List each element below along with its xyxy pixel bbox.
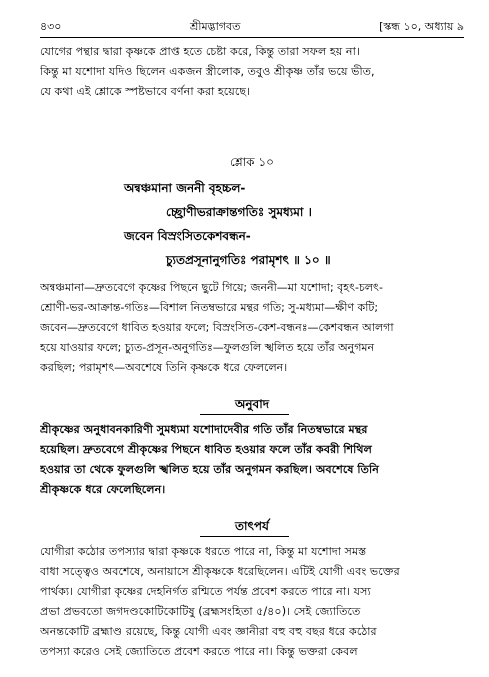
purport-line: প্রভা প্রভবতো জগদণ্ডকোটিকোটিষু (ব্রহ্মসংহিতা ৫/৪০)। সেই জ্যোতিতে <box>40 605 361 618</box>
purport-heading-underline <box>200 536 289 537</box>
purport-paragraph <box>40 542 464 662</box>
purport-line: পার্থক্য। যোগীরা কৃষ্ণের দেহনির্গত রশ্মিতে পর্যন্ত প্রবেশ করতে পারে না। যস্য <box>40 585 371 598</box>
running-header <box>40 16 464 36</box>
translation-line: শ্রীকৃষ্ণকে ধরে ফেলেছিলেন। <box>40 483 166 496</box>
synonyms-paragraph <box>40 278 464 378</box>
synonyms-line: হয়ে যাওয়ার ফলে; চ্যুত-প্রসূন-অনুগতিঃ—ফুলগুলি স্খলিত হয়ে তাঁর অনুগমন <box>40 341 375 354</box>
synonyms-line: জবেন—দ্রুতবেগে ধাবিত হওয়ার ফলে; বিস্রংসিত-কেশ-বন্ধনঃ—কেশবন্ধন আলগা <box>40 321 394 334</box>
intro-paragraph <box>40 42 464 102</box>
page-number: ৪৩০ <box>40 20 62 33</box>
purport-line: বাধা সত্ত্বেও অবশেষে, অনায়াসে শ্রীকৃষ্ণকে ধরেছিলেন। এটিই যোগী এবং ভক্তের <box>40 565 400 578</box>
verse-line: চ্যুতপ্রসূনানুগতিঃ পরামৃশৎ ॥ ১০ ॥ <box>166 253 331 267</box>
purport-line: যোগীরা কঠোর তপস্যার দ্বারা কৃষ্ণকে ধরতে পারে না, কিন্তু মা যশোদা সমস্ত <box>40 545 367 558</box>
intro-line: কিন্তু মা যশোদা যদিও ছিলেন একজন স্ত্রীলোক, তবুও শ্রীকৃষ্ণ তাঁর ভয়ে ভীত, <box>40 65 375 78</box>
purport-heading: তাৎপর্য <box>235 519 269 533</box>
translation-paragraph <box>40 420 464 500</box>
translation-heading-underline <box>200 414 289 415</box>
translation-heading: অনুবাদ <box>234 397 270 411</box>
synonyms-line: করছিল; পরামৃশৎ—অবশেষে তিনি কৃষ্ণকে ধরে ফেললেন। <box>40 361 288 374</box>
verse-line: জবেন বিস্রংসিতকেশবন্ধন- <box>124 229 251 243</box>
intro-line: যোগের পন্থার দ্বারা কৃষ্ণকে প্রাপ্ত হতে চেষ্টা করে, কিন্তু তারা সফল হয় না। <box>40 45 360 58</box>
verse-line: অন্বঞ্চমানা জননী বৃহচ্চল- <box>124 181 246 195</box>
book-title: শ্রীমদ্ভাগবত <box>190 20 241 33</box>
header-rule <box>40 37 464 38</box>
purport-line: তপস্যা করেও সেই জ্যোতিতে প্রবেশ করতে পারে না। কিন্তু ভক্তরা কেবল <box>40 645 358 658</box>
synonyms-line: অন্বঞ্চমানা—দ্রুতবেগে কৃষ্ণের পিছনে ছুটে গিয়ে; জননী—মা যশোদা; বৃহৎ-চলৎ- <box>40 281 383 294</box>
intro-line: যে কথা এই শ্লোকে স্পষ্টভাবে বর্ণনা করা হয়েছে। <box>40 85 251 98</box>
translation-line: শ্রীকৃষ্ণের অনুধাবনকারিণী সুমধ্যমা যশোদাদেবীর গতি তাঁর নিতম্বভারে মন্থর <box>40 423 368 436</box>
translation-line: হয়েছিল। দ্রুতবেগে শ্রীকৃষ্ণের পিছনে ধাবিত হওয়ার ফলে তাঁর কবরী শিথিল <box>40 443 372 456</box>
purport-line: অনন্তকোটি ব্রহ্মাণ্ড রয়েছে, কিন্তু যোগী এবং জ্ঞানীরা বহু বহু বছর ধরে কঠোর <box>40 625 377 638</box>
translation-line: হওয়ার তা থেকে ফুলগুলি স্খলিত হয়ে তাঁর অনুগমন করছিল। অবশেষে তিনি <box>40 463 379 476</box>
chapter-reference: [স্কন্ধ ১০, অধ্যায় ৯ <box>379 20 464 33</box>
verse-heading: শ্লোক ১০ <box>230 155 274 169</box>
verse-line: চ্ছ্রোণীভরাক্রান্তগতিঃ সুমধ্যমা । <box>166 205 312 219</box>
synonyms-line: শ্রোণী-ভর-আক্রান্ত-গতিঃ—বিশাল নিতম্বভারে মন্থর গতি; সু-মধ্যমা—ক্ষীণ কটি; <box>40 301 379 314</box>
